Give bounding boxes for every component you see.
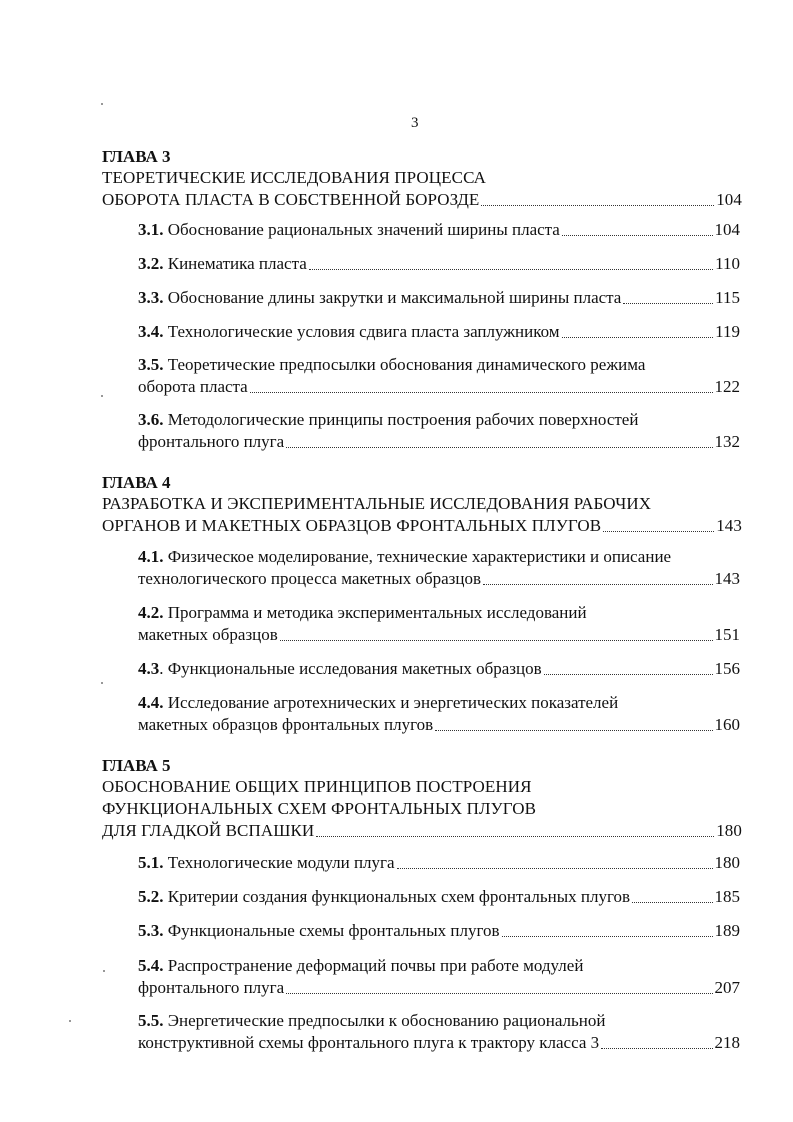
section-title: Критерии создания функциональных схем фронтальных плугов (167, 887, 631, 906)
page-ref: 115 (715, 288, 740, 307)
toc-entry-5-2 (138, 886, 740, 908)
page-ref: 160 (714, 715, 740, 734)
leader-dots (623, 303, 713, 304)
chapter-5-heading (102, 755, 742, 842)
section-title: Физическое моделирование, технические характеристики и описание (167, 547, 672, 566)
page-ref: 143 (716, 516, 742, 535)
toc-entry-4-1 (138, 546, 740, 590)
section-number: 3.5. (138, 355, 164, 374)
toc-entry-5-4 (138, 955, 740, 999)
chapter-title-line: РАЗРАБОТКА И ЭКСПЕРИМЕНТАЛЬНЫЕ ИССЛЕДОВАНИЯ РАБОЧИХ (102, 494, 652, 513)
section-title: оборота пласта (138, 377, 248, 396)
toc-entry-4-3 (138, 658, 740, 680)
toc-entry-3-2 (138, 253, 740, 275)
section-number: 4.2. (138, 603, 164, 622)
page-ref: 143 (714, 569, 740, 588)
leader-dots (280, 640, 713, 641)
section-number: 4.4. (138, 693, 164, 712)
scan-speck (101, 682, 103, 684)
leader-dots (601, 1048, 712, 1049)
section-number: 3.4. (138, 322, 164, 341)
page-ref: 207 (714, 978, 740, 997)
chapter-title-line: ДЛЯ ГЛАДКОЙ ВСПАШКИ 180 (102, 821, 742, 840)
toc-entry-3-6 (138, 409, 740, 453)
section-number: 5.1. (138, 853, 164, 872)
chapter-label: ГЛАВА 3 (102, 147, 171, 166)
section-title: Методологические принципы построения рабочих поверхностей (167, 410, 639, 429)
section-title: Исследование агротехнических и энергетических показателей (167, 693, 619, 712)
page-ref: 218 (714, 1033, 740, 1052)
scan-speck (101, 395, 103, 397)
section-title: Технологические условия сдвига пласта заплужником (167, 322, 560, 341)
page-ref: 104 (716, 190, 742, 209)
leader-dots (502, 936, 713, 937)
toc-entry-4-2 (138, 602, 740, 646)
page-ref: 151 (714, 625, 740, 644)
chapter-title-line: ОБОРОТА ПЛАСТА В СОБСТВЕННОЙ БОРОЗДЕ 104 (102, 190, 742, 209)
scan-speck (101, 103, 103, 105)
page-ref: 180 (714, 853, 740, 872)
section-title: фронтального плуга (138, 432, 285, 451)
toc-entry-3-1 (138, 219, 740, 241)
section-title: конструктивной схемы фронтального плуга к трактору класса 3 (138, 1033, 600, 1052)
page-ref: 110 (715, 254, 740, 273)
section-number: 3.6. (138, 410, 164, 429)
chapter-title-line: ОРГАНОВ И МАКЕТНЫХ ОБРАЗЦОВ ФРОНТАЛЬНЫХ ПЛУГОВ 143 (102, 516, 742, 535)
leader-dots (250, 392, 713, 393)
leader-dots (286, 993, 712, 994)
chapter-title-line: ФУНКЦИОНАЛЬНЫХ СХЕМ ФРОНТАЛЬНЫХ ПЛУГОВ (102, 799, 537, 818)
toc-entry-5-3 (138, 920, 740, 942)
leader-dots (562, 235, 713, 236)
leader-dots (544, 674, 713, 675)
toc-entry-3-5 (138, 354, 740, 398)
page-ref: 156 (714, 659, 740, 678)
toc-entry-5-5 (138, 1010, 740, 1054)
section-title: Обоснование длины закрутки и максимальной ширины пласта (167, 288, 622, 307)
chapter-4-heading (102, 472, 742, 537)
page-ref: 119 (715, 322, 740, 341)
section-title: технологического процесса макетных образцов (138, 569, 481, 588)
toc-entry-5-1 (138, 852, 740, 874)
chapter-title-line: ОБОСНОВАНИЕ ОБЩИХ ПРИНЦИПОВ ПОСТРОЕНИЯ (102, 777, 532, 796)
section-number: 5.3. (138, 921, 164, 940)
section-title: Технологические модули плуга (167, 853, 395, 872)
chapter-label: ГЛАВА 5 (102, 756, 171, 775)
section-title: Программа и методика экспериментальных исследований (167, 603, 587, 622)
leader-dots (481, 205, 714, 206)
section-title: Теоретические предпосылки обоснования динамического режима (167, 355, 646, 374)
section-title: Распространение деформаций почвы при работе модулей (167, 956, 584, 975)
section-title: макетных образцов фронтальных плугов (138, 715, 434, 734)
section-number: 3.1. (138, 220, 164, 239)
leader-dots (562, 337, 714, 338)
chapter-label: ГЛАВА 4 (102, 473, 171, 492)
section-title: макетных образцов (138, 625, 278, 644)
leader-dots (316, 836, 714, 837)
leader-dots (286, 447, 712, 448)
page-ref: 185 (714, 887, 740, 906)
leader-dots (309, 269, 713, 270)
section-number: 4.3 (138, 659, 160, 678)
section-title: Кинематика пласта (167, 254, 307, 273)
section-title: фронтального плуга (138, 978, 285, 997)
section-number: 4.1. (138, 547, 164, 566)
leader-dots (483, 584, 713, 585)
section-number: 5.5. (138, 1011, 164, 1030)
section-number: 3.3. (138, 288, 164, 307)
section-title: Функциональные схемы фронтальных плугов (167, 921, 500, 940)
page-number: 3 (411, 115, 419, 131)
page-ref: 104 (714, 220, 740, 239)
section-title: Обоснование рациональных значений ширины пласта (167, 220, 560, 239)
section-title: Энергетические предпосылки к обоснованию рациональной (167, 1011, 606, 1030)
scan-speck (69, 1020, 71, 1022)
section-number: 3.2. (138, 254, 164, 273)
leader-dots (397, 868, 713, 869)
toc-entry-3-3 (138, 287, 740, 309)
toc-entry-3-4 (138, 321, 740, 343)
page-ref: 180 (716, 821, 742, 840)
leader-dots (603, 531, 714, 532)
scan-speck (103, 970, 105, 972)
leader-dots (632, 902, 712, 903)
chapter-title-line: ТЕОРЕТИЧЕСКИЕ ИССЛЕДОВАНИЯ ПРОЦЕССА (102, 168, 487, 187)
section-number: 5.2. (138, 887, 164, 906)
toc-entry-4-4 (138, 692, 740, 736)
page-ref: 122 (714, 377, 740, 396)
page-ref: 189 (714, 921, 740, 940)
leader-dots (435, 730, 712, 731)
page-ref: 132 (714, 432, 740, 451)
section-title: . Функциональные исследования макетных образцов (159, 659, 542, 678)
section-number: 5.4. (138, 956, 164, 975)
chapter-3-heading (102, 146, 742, 211)
